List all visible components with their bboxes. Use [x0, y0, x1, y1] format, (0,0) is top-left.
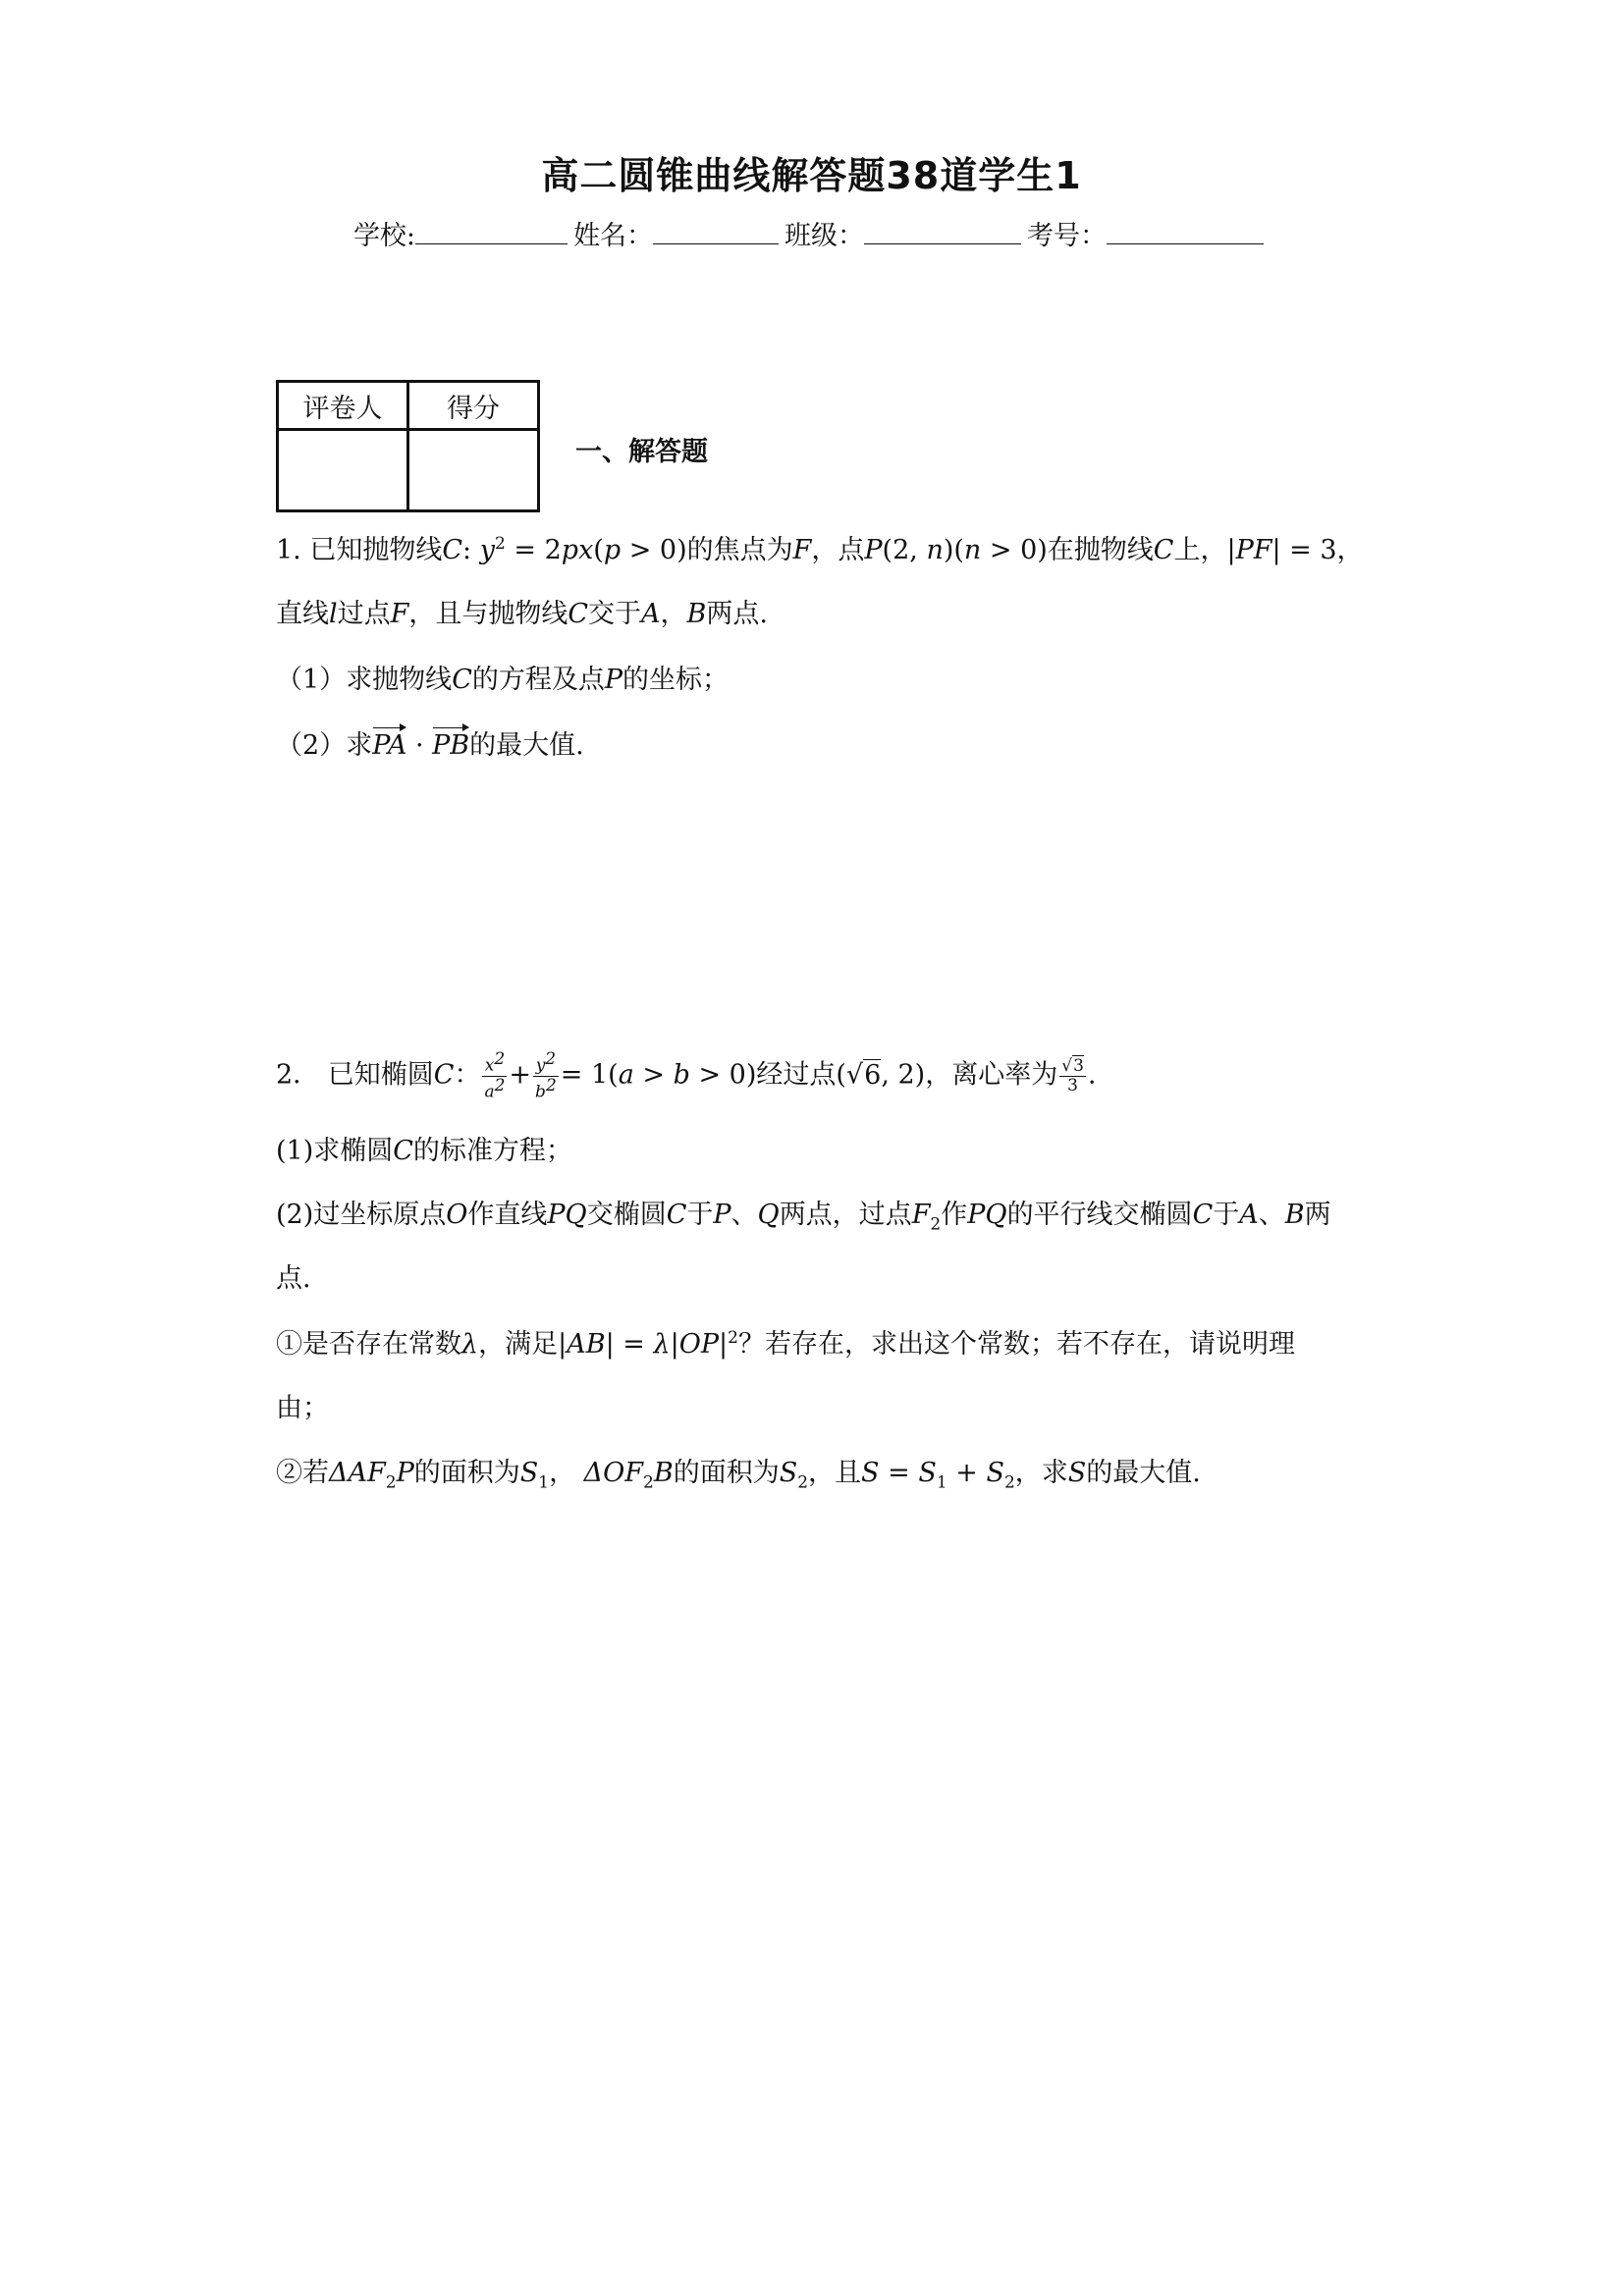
score-header: 得分: [408, 382, 539, 430]
q1-line-1: 1. 已知抛物线C: $y^2 = 2px(p > 0)$的焦点为F，点P(2, n)(n > 0)在抛物线C上，|PF| = 3，: [276, 534, 1364, 565]
vector-pa: PA: [372, 730, 407, 761]
q1-text: 交于: [588, 599, 642, 629]
q2-text: 于: [686, 1200, 714, 1230]
q2-part-2-line-1: (2)过坐标原点O作直线PQ交椭圆C于P、Q两点，过点$F_2$作PQ的平行线交椭圆C于A、B两: [276, 1200, 1331, 1235]
fraction-sqrt3-3: $\frac{√3}{3}$: [1061, 1055, 1084, 1095]
q2-text: 、: [1258, 1200, 1285, 1230]
q2-part-2-line-2: [276, 1256, 311, 1295]
q1-text: 的方程及点: [471, 665, 605, 695]
q1-text: 求抛物线: [346, 665, 453, 695]
q1-text: 求: [346, 730, 373, 761]
student-info-line: [0, 214, 1623, 252]
section-title: 一、解答题: [575, 437, 708, 467]
q1-part-number: （2）: [276, 730, 347, 761]
q2-text: 的面积为: [673, 1458, 780, 1488]
q1-number: 1.: [276, 535, 301, 565]
q2-text: 已知椭圆: [327, 1059, 434, 1091]
q2-text: ①是否存在常数: [276, 1329, 461, 1360]
q2-text: 于: [1213, 1200, 1240, 1230]
class-label: 班级：: [784, 221, 865, 251]
q1-text: ，且与抛物线: [408, 599, 568, 629]
grader-header: 评卷人: [278, 382, 408, 430]
q1-text: 过点: [337, 599, 391, 629]
document-title: 高二圆锥曲线解答题38道学生1: [541, 154, 1082, 197]
q2-sub-2: ②若$\Delta AF_2P$的面积为$S_1$， $\Delta OF_2B$的面积为$S_2$，且$S = S_1 + S_2$，求S的最大值.: [276, 1458, 1201, 1493]
q2-sub-1-line-1: ①是否存在常数λ，满足$|AB| = \lambda|OP|^2$？若存在，求出这个常数；若不存在，请说明理: [276, 1328, 1295, 1360]
q2-text: 点.: [276, 1263, 311, 1294]
grader-score-table: [276, 380, 540, 512]
q1-text: 的焦点为: [686, 535, 793, 565]
q2-text: 的面积为: [413, 1458, 520, 1488]
school-blank[interactable]: [415, 220, 568, 244]
q2-text: ，满足: [478, 1329, 559, 1360]
q1-text: ，点: [811, 535, 865, 565]
exam-no-label: 考号：: [1027, 221, 1108, 251]
q2-text: 求椭圆: [313, 1136, 394, 1166]
class-blank[interactable]: [864, 220, 1021, 244]
q1-line-2: 直线l过点F，且与抛物线C交于A，B两点.: [276, 599, 768, 629]
q1-text: 的坐标；: [622, 665, 730, 695]
q1-text: 上，: [1173, 535, 1227, 565]
name-label: 姓名：: [573, 221, 654, 251]
q2-text: 的最大值.: [1086, 1458, 1201, 1488]
q1-part-2: （2）求PA · PB的最大值.: [276, 730, 584, 761]
q1-text: 的最大值.: [469, 730, 584, 761]
name-blank[interactable]: [653, 220, 779, 244]
score-cell[interactable]: [408, 430, 539, 511]
q1-text: 在抛物线: [1047, 535, 1154, 565]
q1-text: 直线: [276, 599, 329, 629]
vector-pb: PB: [432, 730, 470, 761]
q1-part-number: （1）: [276, 665, 347, 695]
q2-text: 两点，过点: [779, 1200, 912, 1230]
q2-text: ？若存在，求出这个常数；若不存在，请说明理: [737, 1329, 1295, 1360]
q2-text: 的标准方程；: [412, 1136, 572, 1166]
q2-text: 作直线: [467, 1200, 548, 1230]
q2-text: 的平行线交椭圆: [1006, 1200, 1193, 1230]
q2-text: 经过点: [756, 1059, 837, 1091]
q2-line-1: 2． 已知椭圆C： $\frac{x^2}{a^2}$ + $\frac{y^2}{b^2}$ = 1(a > b > 0)经过点(√6, 2)，离心率为 $\frac{√3}{3}$ .: [276, 1049, 1097, 1102]
math: C: [442, 535, 463, 565]
q2-text: ，: [549, 1458, 576, 1488]
q2-text: ，求: [1014, 1458, 1068, 1488]
q2-text: ，且: [808, 1458, 862, 1488]
school-label: 学校:: [352, 221, 416, 251]
q2-text: 两: [1304, 1200, 1331, 1230]
q2-part-1: (1)求椭圆C的标准方程；: [276, 1136, 572, 1166]
q2-number: 2．: [276, 1059, 320, 1091]
q2-text: 、: [730, 1200, 758, 1230]
q2-text: 过坐标原点: [313, 1200, 447, 1230]
fraction-y2-b2: $\frac{y^2}{b^2}$: [535, 1049, 557, 1102]
q1-part-1: （1）求抛物线C的方程及点P的坐标；: [276, 665, 730, 695]
q1-text: 已知抛物线: [309, 535, 443, 565]
q2-text: ②若: [276, 1458, 329, 1488]
exam-no-blank[interactable]: [1107, 220, 1264, 244]
q2-text: 由；: [276, 1393, 329, 1423]
q2-sub-1-line-2: [276, 1386, 329, 1424]
fraction-x2-a2: $\frac{x^2}{a^2}$: [484, 1049, 506, 1102]
q1-text: 两点.: [706, 599, 768, 629]
q2-text: 作: [941, 1200, 968, 1230]
q2-text: ，离心率为: [925, 1059, 1058, 1091]
q2-text: 交椭圆: [586, 1200, 667, 1230]
grader-cell[interactable]: [278, 430, 408, 511]
